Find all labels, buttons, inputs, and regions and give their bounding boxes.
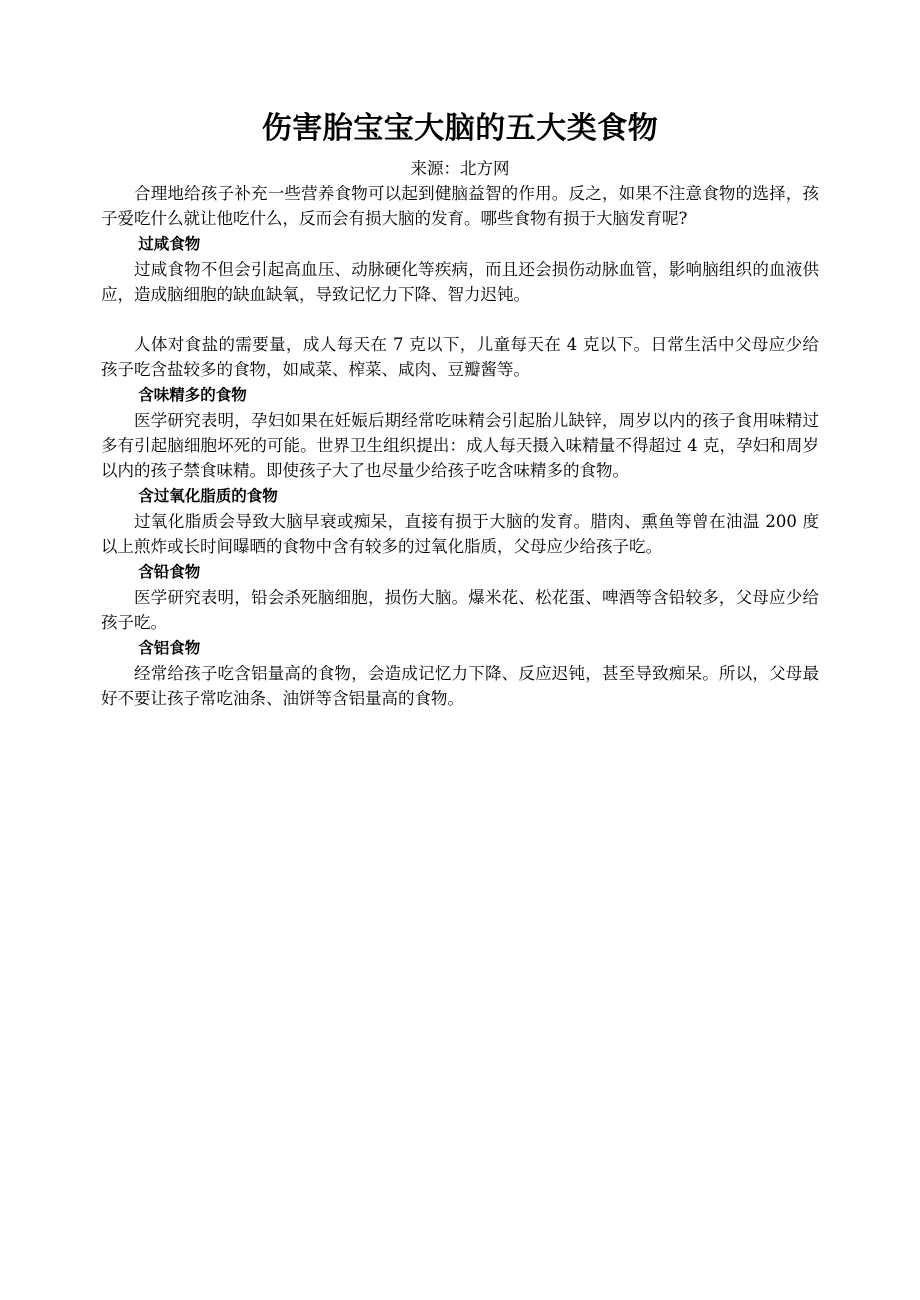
section-peroxide-food (101, 483, 819, 559)
section-paragraph: 过氧化脂质会导致大脑早衰或痴呆，直接有损于大脑的发育。腊肉、熏鱼等曾在油温 200 度以上煎炸或长时间曝晒的食物中含有较多的过氧化脂质，父母应少给孩子吃。 (101, 512, 819, 556)
document-title: 伤害胎宝宝大脑的五大类食物 (261, 111, 659, 146)
intro-paragraph: 合理地给孩子补充一些营养食物可以起到健脑益智的作用。反之，如果不注意食物的选择，孩子爱吃什么就让他吃什么，反而会有损大脑的发育。哪些食物有损于大脑发育呢? (101, 184, 819, 228)
section-heading: 含味精多的食物 (138, 386, 247, 404)
section-heading: 含过氧化脂质的食物 (138, 487, 278, 505)
section-heading: 过咸食物 (138, 235, 201, 253)
document-source: 来源：北方网 (410, 159, 510, 178)
section-paragraph: 经常给孩子吃含铝量高的食物，会造成记忆力下降、反应迟钝，甚至导致痴呆。所以，父母最好不要让孩子常吃油条、油饼等含铝量高的食物。 (101, 664, 819, 708)
section-paragraph: 人体对食盐的需要量，成人每天在 7 克以下，儿童每天在 4 克以下。日常生活中父母应少给孩子吃含盐较多的食物，如咸菜、榨菜、咸肉、豆瓣酱等。 (101, 335, 819, 379)
blank-line (101, 307, 819, 332)
section-lead-food (101, 559, 819, 635)
section-msg-food (101, 382, 819, 483)
section-heading: 含铅食物 (138, 563, 201, 581)
section-paragraph: 医学研究表明，铅会杀死脑细胞，损伤大脑。爆米花、松花蛋、啤酒等含铅较多，父母应少给孩子吃。 (101, 588, 819, 632)
section-heading: 含铝食物 (138, 639, 201, 657)
section-salty-food (101, 231, 819, 382)
document-page (101, 104, 819, 711)
section-aluminum-food (101, 635, 819, 711)
section-paragraph: 过咸食物不但会引起高血压、动脉硬化等疾病，而且还会损伤动脉血管，影响脑组织的血液供应，造成脑细胞的缺血缺氧，导致记忆力下降、智力迟钝。 (101, 260, 819, 304)
section-paragraph: 医学研究表明，孕妇如果在妊娠后期经常吃味精会引起胎儿缺锌，周岁以内的孩子食用味精过多有引起脑细胞坏死的可能。世界卫生组织提出：成人每天摄入味精量不得超过 4 克，孕妇和周岁以内的孩子禁食味精。即使孩子大了也尽量少给孩子吃含味精多的食物。 (101, 411, 819, 480)
